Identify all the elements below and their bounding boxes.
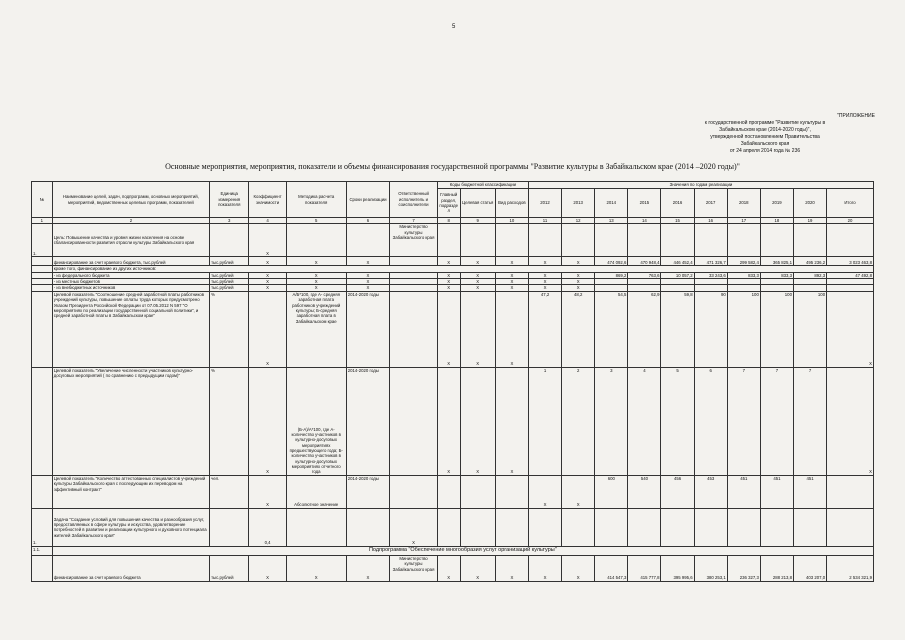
x-mark: Х xyxy=(460,367,495,475)
appendix-line: от 24 апреля 2014 года № 236 xyxy=(729,148,801,154)
x-mark: Х xyxy=(249,279,286,285)
column-number: 10 xyxy=(495,218,528,224)
unit-cell: тыс.рублей xyxy=(210,272,249,278)
header-year: 2019 xyxy=(760,189,793,218)
total-cell: 47 492,8 xyxy=(827,272,874,278)
x-mark: Х xyxy=(827,291,874,367)
column-number: 5 xyxy=(286,218,346,224)
x-mark: Х xyxy=(495,367,528,475)
indicator-row xyxy=(32,291,874,367)
x-mark: Х xyxy=(249,285,286,291)
column-number: 14 xyxy=(628,218,661,224)
value-cell: 470 948,4 xyxy=(628,257,661,266)
indicator-name: Целевой показатель "Соотношение средней заработной платы работников учреждений культуры, повышение оплаты труда которых предусмотрено Указом Президента Российской Федерации от 07.05.2012 N 597 "О мероприятиях по реализации государственной социальной политики", и средней заработной платы в Забайкальском крае" xyxy=(52,291,209,367)
row-number: 1. xyxy=(32,508,53,546)
unit-cell: тыс.рублей xyxy=(210,279,249,285)
value-cell: 600 xyxy=(595,475,628,508)
value-cell: 403 207,0 xyxy=(793,555,826,581)
document-title: Основные мероприятия, мероприятия, показатели и объемы финансирования государственной программы "Развитие культуры в Забайкальском крае (2014 –2020 годы)" xyxy=(165,162,740,171)
x-mark: Х xyxy=(495,279,528,285)
value-cell: 54,5 xyxy=(595,291,628,367)
column-number: 11 xyxy=(528,218,561,224)
header-year: 2013 xyxy=(562,189,595,218)
row-number: 1.1. xyxy=(32,546,53,555)
value-cell: 453 xyxy=(694,475,727,508)
appendix-block xyxy=(655,113,875,155)
appendix-line: к государственной программе "Развитие культуры в xyxy=(704,120,826,126)
x-mark: Х xyxy=(562,257,595,266)
x-mark: Х xyxy=(437,285,460,291)
value-cell: 540 xyxy=(628,475,661,508)
value-cell: 456 xyxy=(661,475,694,508)
value-cell: 299 582,4 xyxy=(727,257,760,266)
value-cell: 451 xyxy=(793,475,826,508)
x-mark: Х xyxy=(460,291,495,367)
header-terms: Сроки реализации xyxy=(346,182,389,218)
header-method: Методика расчета показателя xyxy=(286,182,346,218)
indicator-name: Целевой показатель "Увеличение численности участников культурно-досуговых мероприятий ( по сравнению с предыдущим годом)" xyxy=(52,367,209,475)
value-cell: 380 253,1 xyxy=(694,555,727,581)
x-mark: Х xyxy=(286,272,346,278)
value-cell: 833,3 xyxy=(760,272,793,278)
value-cell: 7 xyxy=(793,367,826,475)
column-number: 8 xyxy=(437,218,460,224)
terms-cell: 2014-2020 годы xyxy=(346,475,389,508)
appendix-line: утвержденной постановлением Правительства xyxy=(710,134,820,140)
header-year: 2014 xyxy=(595,189,628,218)
value-cell: 33 243,6 xyxy=(694,272,727,278)
responsible-cell: Министерство культуры Забайкальского края xyxy=(390,555,438,581)
value-cell: 10 057,2 xyxy=(661,272,694,278)
x-mark: Х xyxy=(249,272,286,278)
task-row xyxy=(32,508,874,546)
program-table xyxy=(31,181,874,582)
local-name: - из местных бюджетов xyxy=(52,279,209,285)
header-year: 2018 xyxy=(727,189,760,218)
coef-cell: Х xyxy=(249,224,286,257)
appendix-title: "ПРИЛОЖЕНИЕ xyxy=(837,113,875,119)
header-bk-col: Целевая статья xyxy=(460,189,495,218)
header-num: № xyxy=(32,182,53,218)
column-number: 6 xyxy=(346,218,389,224)
page-number: 5 xyxy=(452,24,456,30)
method-cell: Абсолютное значение xyxy=(286,475,346,508)
x-mark: Х xyxy=(827,367,874,475)
column-number: 9 xyxy=(460,218,495,224)
column-number: 13 xyxy=(595,218,628,224)
x-mark: Х xyxy=(437,555,460,581)
method-cell: А/Б*100, где А- средняя заработная плата работников учреждений культуры; Б-средняя заработная плата в Забайкальском крае xyxy=(286,291,346,367)
value-cell: 100 xyxy=(727,291,760,367)
value-cell: 474 092,6 xyxy=(595,257,628,266)
x-mark: Х xyxy=(495,291,528,367)
unit-cell: тыс.рублей xyxy=(210,555,249,581)
x-mark: Х xyxy=(528,257,561,266)
value-cell: 90 xyxy=(694,291,727,367)
value-cell: 471 326,7 xyxy=(694,257,727,266)
x-mark: Х xyxy=(437,272,460,278)
x-mark: Х xyxy=(528,285,561,291)
terms-cell: 2014-2020 годы xyxy=(346,291,389,367)
x-mark: Х xyxy=(460,555,495,581)
offbudget-name: - из внебюджетных источников xyxy=(52,285,209,291)
header-year: 2020 xyxy=(793,189,826,218)
unit-cell: % xyxy=(210,291,249,367)
x-mark: Х xyxy=(346,285,389,291)
value-cell: 1 xyxy=(528,367,561,475)
value-cell: 2 xyxy=(562,367,595,475)
header-bk-col: Главный раздел, подразде л xyxy=(437,189,460,218)
column-number: 15 xyxy=(661,218,694,224)
subprogram-title: Подпрограмма "Обеспечение многообразия услуг организаций культуры" xyxy=(52,546,873,555)
coef-cell: Х xyxy=(249,367,286,475)
header-year: 2016 xyxy=(661,189,694,218)
column-number: 7 xyxy=(390,218,438,224)
method-cell: (Б-А)/А*100, где А- количество участников в культурно-досуговых мероприятиях предшествующего года; Б- количество участников в культурно-досуговых мероприятиях отчетного года xyxy=(286,367,346,475)
x-mark: Х xyxy=(562,285,595,291)
x-mark: Х xyxy=(286,257,346,266)
financing-name: финансирование за счет краевого бюджета, тыс.рублей xyxy=(52,257,209,266)
other-sources-label: кроме того, финансирование из других источников: xyxy=(52,266,873,272)
financing-name: финансирование за счет краевого бюджета xyxy=(52,555,209,581)
column-number: 4 xyxy=(249,218,286,224)
x-mark: Х xyxy=(528,475,561,508)
value-cell: 833,3 xyxy=(727,272,760,278)
appendix-line: Забайкальского края xyxy=(740,141,790,147)
x-mark: Х xyxy=(286,279,346,285)
value-cell: 415 777,8 xyxy=(628,555,661,581)
header-year: 2017 xyxy=(694,189,727,218)
value-cell: 446 452,4 xyxy=(661,257,694,266)
unit-cell: % xyxy=(210,367,249,475)
subprogram-financing-row xyxy=(32,555,874,581)
value-cell: 6 xyxy=(694,367,727,475)
coef-cell: Х xyxy=(249,475,286,508)
indicator-row xyxy=(32,367,874,475)
column-number: 17 xyxy=(727,218,760,224)
subprogram-row xyxy=(32,546,874,555)
financing-row xyxy=(32,257,874,266)
value-cell: 4 xyxy=(628,367,661,475)
goal-name: Цель: Повышение качества и уровня жизни населения на основе сбалансированности развития отрасли культуры Забайкальского края xyxy=(52,224,209,257)
header-bk-group: Коды бюджетной классификации xyxy=(437,182,528,189)
x-mark: Х xyxy=(346,272,389,278)
header-resp: Ответственный исполнитель и соисполнители xyxy=(390,182,438,218)
x-mark: Х xyxy=(460,272,495,278)
x-mark: Х xyxy=(562,279,595,285)
responsible-cell: Министерство культуры Забайкальского края xyxy=(390,224,438,257)
coef-cell: Х xyxy=(249,291,286,367)
column-number: 2 xyxy=(52,218,209,224)
header-unit: Единица измерения показателя xyxy=(210,182,249,218)
value-cell: 395 995,6 xyxy=(661,555,694,581)
header-name: Наименование целей, задач, подпрограмм, основных мероприятий, мероприятий, ведомственных целевых программ, показателей xyxy=(52,182,209,218)
header-total: Итого xyxy=(827,189,874,218)
x-mark: Х xyxy=(495,272,528,278)
column-number: 20 xyxy=(827,218,874,224)
x-mark: Х xyxy=(437,257,460,266)
value-cell: 48,2 xyxy=(562,291,595,367)
value-cell: 892,3 xyxy=(793,272,826,278)
appendix-line: Забайкальском крае (2014-2020 годы)", xyxy=(719,127,811,133)
x-mark: Х xyxy=(390,508,438,546)
value-cell: 62,9 xyxy=(628,291,661,367)
unit-cell: тыс.рублей xyxy=(210,257,249,266)
value-cell: 7 xyxy=(727,367,760,475)
total-cell: 3 023 463,8 xyxy=(827,257,874,266)
coef-cell: 0,4 xyxy=(249,508,286,546)
x-mark: Х xyxy=(562,475,595,508)
header-coef: Коэффициент значимости xyxy=(249,182,286,218)
goal-row xyxy=(32,224,874,257)
x-mark: Х xyxy=(249,257,286,266)
value-cell: 365 825,1 xyxy=(760,257,793,266)
value-cell: 451 xyxy=(760,475,793,508)
total-cell: 2 534 321,9 xyxy=(827,555,874,581)
x-mark: Х xyxy=(562,555,595,581)
value-cell: 47,2 xyxy=(528,291,561,367)
value-cell: 414 547,3 xyxy=(595,555,628,581)
value-cell: 451 xyxy=(727,475,760,508)
value-cell: 288 213,8 xyxy=(760,555,793,581)
x-mark: Х xyxy=(495,555,528,581)
value-cell: 7 xyxy=(760,367,793,475)
header-year: 2012 xyxy=(528,189,561,218)
value-cell: 869,2 xyxy=(595,272,628,278)
x-mark: Х xyxy=(437,279,460,285)
value-cell: 100 xyxy=(793,291,826,367)
row-number: 1. xyxy=(32,224,53,257)
value-cell: 59,8 xyxy=(661,291,694,367)
value-cell: 5 xyxy=(661,367,694,475)
x-mark: Х xyxy=(528,555,561,581)
unit-cell: чел. xyxy=(210,475,249,508)
x-mark: Х xyxy=(286,555,346,581)
x-mark: Х xyxy=(562,272,595,278)
value-cell: 763,6 xyxy=(628,272,661,278)
x-mark: Х xyxy=(249,555,286,581)
x-mark: Х xyxy=(346,279,389,285)
x-mark: Х xyxy=(528,272,561,278)
x-mark: Х xyxy=(346,257,389,266)
terms-cell: 2014-2020 годы xyxy=(346,367,389,475)
column-number: 3 xyxy=(210,218,249,224)
value-cell: 236 327,3 xyxy=(727,555,760,581)
header-bk-col: Вид расходов xyxy=(495,189,528,218)
value-cell: 495 236,2 xyxy=(793,257,826,266)
x-mark: Х xyxy=(460,257,495,266)
x-mark: Х xyxy=(437,367,460,475)
x-mark: Х xyxy=(346,555,389,581)
x-mark: Х xyxy=(460,285,495,291)
x-mark: Х xyxy=(286,285,346,291)
indicator-row xyxy=(32,475,874,508)
x-mark: Х xyxy=(495,257,528,266)
x-mark: Х xyxy=(528,279,561,285)
header-year: 2015 xyxy=(628,189,661,218)
value-cell: 100 xyxy=(760,291,793,367)
x-mark: Х xyxy=(437,291,460,367)
header-years-group: Значения по годам реализации xyxy=(528,182,873,189)
task-name: Задача "Создание условий для повышения качества и разнообразия услуг, предоставляемых в сфере культуры и искусства, удовлетворение потребностей в развитии и реализации культурного и духовного потенциала жителей Забайкальского края" xyxy=(52,508,209,546)
indicator-name: Целевой показатель "Количество аттестованных специалистов учреждений культуры Забайкальского края с последующим их переводом на эффективный контракт" xyxy=(52,475,209,508)
column-number: 16 xyxy=(694,218,727,224)
value-cell: 3 xyxy=(595,367,628,475)
x-mark: Х xyxy=(495,285,528,291)
federal-name: - из федерального бюджета xyxy=(52,272,209,278)
unit-cell: тыс.рублей xyxy=(210,285,249,291)
column-number: 18 xyxy=(760,218,793,224)
column-number: 1 xyxy=(32,218,53,224)
x-mark: Х xyxy=(460,279,495,285)
column-number: 19 xyxy=(793,218,826,224)
column-number: 12 xyxy=(562,218,595,224)
